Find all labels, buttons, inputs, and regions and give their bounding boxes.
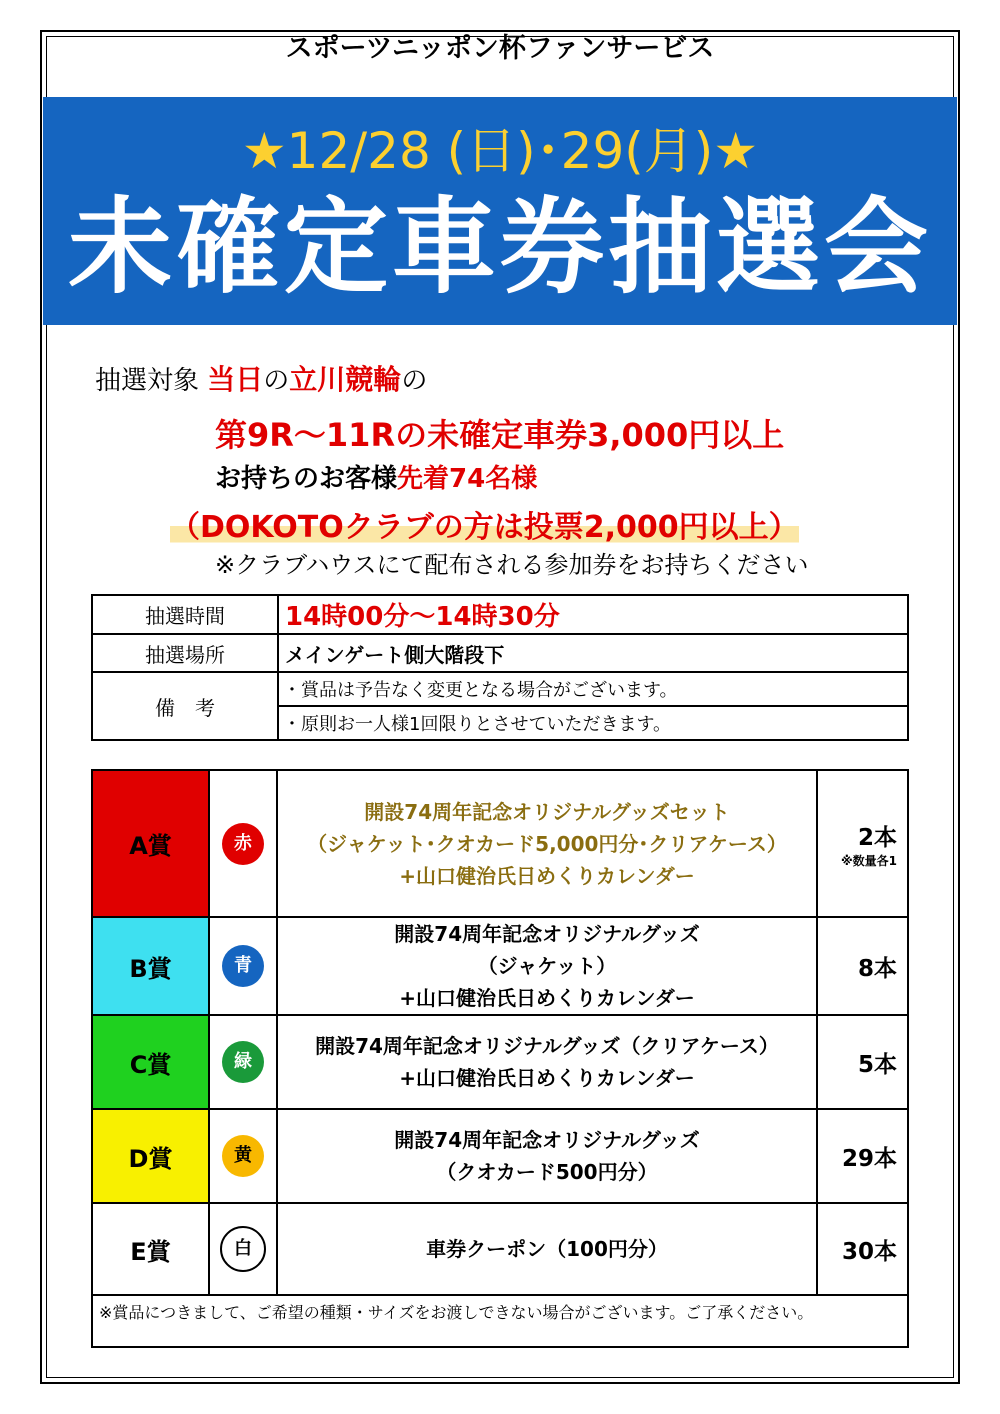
prize-description: 開設74周年記念オリジナルグッズ（クリアケース） +山口健治氏日めくりカレンダー	[277, 1015, 817, 1109]
ball-badge	[209, 1203, 277, 1295]
remark-1: ・賞品は予告なく変更となる場合がございます。	[278, 672, 908, 706]
prize-grade: A賞	[92, 770, 209, 917]
time-label: 抽選時間	[92, 595, 278, 634]
ball-circle-icon: 青	[222, 945, 264, 987]
prize-row	[92, 770, 908, 917]
prize-table	[91, 769, 909, 1348]
event-dates: ★12/28 (日)･29(月)★	[241, 122, 759, 180]
prize-description: 開設74周年記念オリジナルグッズセット （ジャケット･クオカード5,000円分･クリアケース） +山口健治氏日めくりカレンダー	[277, 770, 817, 917]
prize-description: 開設74周年記念オリジナルグッズ （ジャケット） +山口健治氏日めくりカレンダー	[277, 917, 817, 1015]
eligibility-line-2: 第9R～11Rの未確定車券3,000円以上	[215, 416, 785, 454]
eligibility-line-1: 抽選対象 当日の立川競輪の	[95, 363, 428, 396]
footnote-row	[92, 1295, 908, 1347]
ball-circle-icon: 白	[220, 1226, 266, 1272]
ball-circle-icon: 緑	[222, 1041, 264, 1083]
ball-badge	[209, 1015, 277, 1109]
ball-badge	[209, 1109, 277, 1203]
ball-badge	[209, 917, 277, 1015]
organizer-title: スポーツニッポン杯ファンサービス	[285, 33, 715, 64]
prize-row	[92, 1109, 908, 1203]
prize-count: 5本	[817, 1015, 908, 1109]
dokoto-club-condition: （DOKOTOクラブの方は投票2,000円以上）	[170, 502, 799, 546]
prize-grade: B賞	[92, 917, 209, 1015]
schedule-table	[91, 594, 909, 741]
prize-count: 30本	[817, 1203, 908, 1295]
prize-grade: C賞	[92, 1015, 209, 1109]
footnote: ※賞品につきまして、ご希望の種類・サイズをお渡しできない場合がございます。ご了承ください。	[92, 1295, 908, 1347]
prize-row	[92, 917, 908, 1015]
remarks-label: 備 考	[92, 672, 278, 740]
place-label: 抽選場所	[92, 634, 278, 672]
ball-circle-icon: 赤	[222, 823, 264, 865]
prize-grade: E賞	[92, 1203, 209, 1295]
prize-row	[92, 1203, 908, 1295]
prize-count: 8本	[817, 917, 908, 1015]
eligibility-line-3: お持ちのお客様先着74名様	[215, 464, 538, 494]
prize-count: 2本 ※数量各1	[817, 770, 908, 917]
time-value: 14時00分～14時30分	[278, 595, 908, 634]
remark-2: ・原則お一人様1回限りとさせていただきます。	[278, 706, 908, 740]
title-banner	[43, 97, 957, 325]
event-title: 未確定車券抽選会	[67, 186, 932, 308]
prize-grade: D賞	[92, 1109, 209, 1203]
ball-circle-icon: 黄	[222, 1135, 264, 1177]
prize-count: 29本	[817, 1109, 908, 1203]
prize-row	[92, 1015, 908, 1109]
prize-description: 車券クーポン（100円分）	[277, 1203, 817, 1295]
ball-badge	[209, 770, 277, 917]
prize-description: 開設74周年記念オリジナルグッズ （クオカード500円分）	[277, 1109, 817, 1203]
ticket-note: ※クラブハウスにて配布される参加券をお持ちください	[215, 551, 809, 579]
place-value: メインゲート側大階段下	[278, 634, 908, 672]
